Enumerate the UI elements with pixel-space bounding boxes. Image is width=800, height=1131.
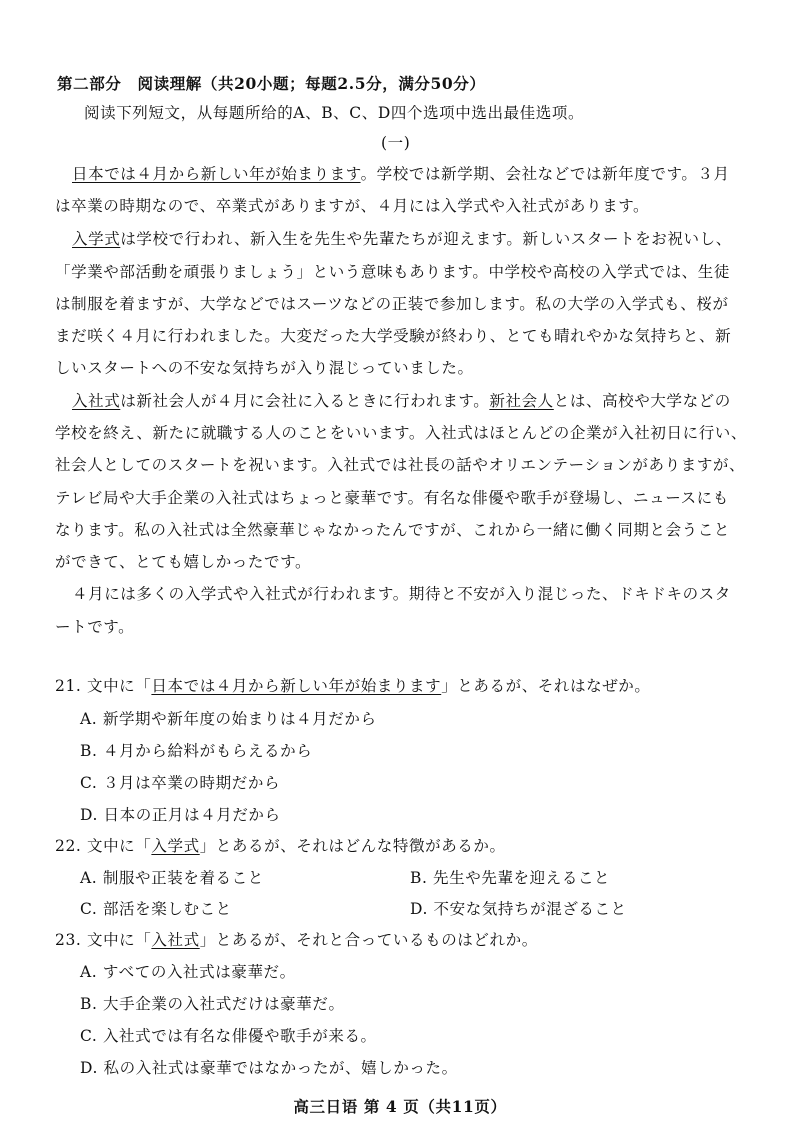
underlined-phrase: 日本では４月から新しい年が始まります	[151, 677, 442, 695]
passage-paragraph-3-line-5: なります。私の入社式は全然豪華じゃなかったんですが、これから一緒に働く同期と会うこと	[55, 521, 730, 539]
text-run: は新社会人が４月に会社に入るときに行われます。	[120, 392, 490, 410]
text-run: 23. 文中に「	[55, 931, 152, 949]
question-23-option-b: B. 大手企業の入社式だけは豪華だ。	[80, 995, 345, 1013]
passage-paragraph-3-line-3: 社会人としてのスタートを祝います。入社式では社長の話やオリエンテーションがありますが、	[55, 456, 746, 474]
passage-paragraph-2-line-1	[72, 229, 732, 249]
text-run: 」とあるが、それと合っているものはどれか。	[199, 931, 538, 949]
question-22-option-c: C. 部活を楽しむこと	[80, 900, 232, 918]
underlined-phrase: 日本では４月から新しい年が始まります	[72, 165, 361, 183]
passage-paragraph-2-line-2: 「学業や部活動を頑張りましょう」という意味もあります。中学校や高校の入学式では、生徒	[55, 263, 730, 281]
passage-paragraph-2-line-5: しいスタートへの不安な気持ちが入り混じっていました。	[55, 359, 474, 377]
passage-paragraph-3-line-1	[72, 391, 731, 411]
passage-paragraph-3-line-4: テレビ局や大手企業の入社式はちょっと豪華です。有名な俳優や歌手が登場し、ニュースにも	[55, 489, 729, 507]
text-run: は学校で行われ、新入生を先生や先輩たちが迎えます。新しいスタートをお祝いし、	[120, 230, 732, 248]
passage-paragraph-2-line-3: は制服を着ますが、大学などではスーツなどの正装で参加します。私の大学の入学式も、桜が	[55, 295, 729, 313]
question-21-option-c: C. ３月は卒業の時期だから	[80, 774, 281, 792]
question-21-stem	[55, 676, 651, 696]
text-run: 」とあるが、それはどんな特徴があるか。	[199, 837, 506, 855]
underlined-phrase: 入社式	[72, 392, 121, 410]
question-22-stem	[55, 836, 506, 856]
question-22-option-d: D. 不安な気持ちが混ざること	[410, 900, 627, 918]
question-23-option-d: D. 私の入社式は豪華ではなかったが、嬉しかった。	[80, 1059, 458, 1077]
text-run: 。学校では新学期、会社などでは新年度です。３月	[360, 165, 730, 183]
text-run: 21. 文中に「	[55, 677, 152, 695]
underlined-phrase: 入学式	[72, 230, 121, 248]
passage-paragraph-2-line-4: まだ咲く４月に行われました。大変だった大学受験が終わり、とても晴れやかな気持ちと、新	[55, 327, 732, 345]
text-run: とは、高校や大学などの	[553, 392, 731, 410]
question-22-option-b: B. 先生や先輩を迎えること	[410, 869, 611, 887]
underlined-phrase: 入学式	[151, 837, 200, 855]
question-21-option-d: D. 日本の正月は４月だから	[80, 806, 281, 824]
section-title: 第二部分 阅读理解（共20小题；每题2.5分，满分50分）	[57, 74, 486, 93]
passage-paragraph-3-line-6: ができて、とても嬉しかったです。	[55, 553, 312, 571]
passage-paragraph-4-line-1: ４月には多くの入学式や入社式が行われます。期待と不安が入り混じった、ドキドキのスタ	[72, 585, 731, 603]
question-22-option-a: A. 制服や正装を着ること	[80, 869, 264, 887]
passage-paragraph-1-line-1	[72, 164, 730, 184]
passage-paragraph-4-line-2: ートです。	[55, 618, 135, 636]
underlined-phrase: 新社会人	[489, 392, 554, 410]
question-21-option-a: A. 新学期や新年度の始まりは４月だから	[80, 710, 377, 728]
question-23-option-c: C. 入社式では有名な俳優や歌手が来る。	[80, 1027, 377, 1045]
question-22-options-row-1	[80, 868, 611, 888]
text-run: 」とあるが、それはなぜか。	[441, 677, 651, 695]
passage-number: (一)	[381, 134, 411, 152]
underlined-phrase: 入社式	[151, 931, 200, 949]
question-23-stem	[55, 930, 538, 950]
question-23-option-a: A. すべての入社式は豪華だ。	[80, 963, 296, 981]
question-21-option-b: B. ４月から給料がもらえるから	[80, 742, 313, 760]
page-footer: 高三日语 第 4 页（共11页）	[293, 1097, 507, 1116]
passage-paragraph-1-line-2: は卒業の時期なので、卒業式がありますが、４月には入学式や入社式があります。	[55, 197, 650, 215]
text-run: 22. 文中に「	[55, 837, 152, 855]
question-22-options-row-2	[80, 899, 627, 919]
section-instruction: 阅读下列短文，从每题所给的A、B、C、D四个选项中选出最佳选项。	[84, 104, 585, 122]
passage-paragraph-3-line-2: 学校を終え、新たに就職する人のことをいいます。入社式はほとんどの企業が入社初日に行い、	[55, 424, 747, 442]
